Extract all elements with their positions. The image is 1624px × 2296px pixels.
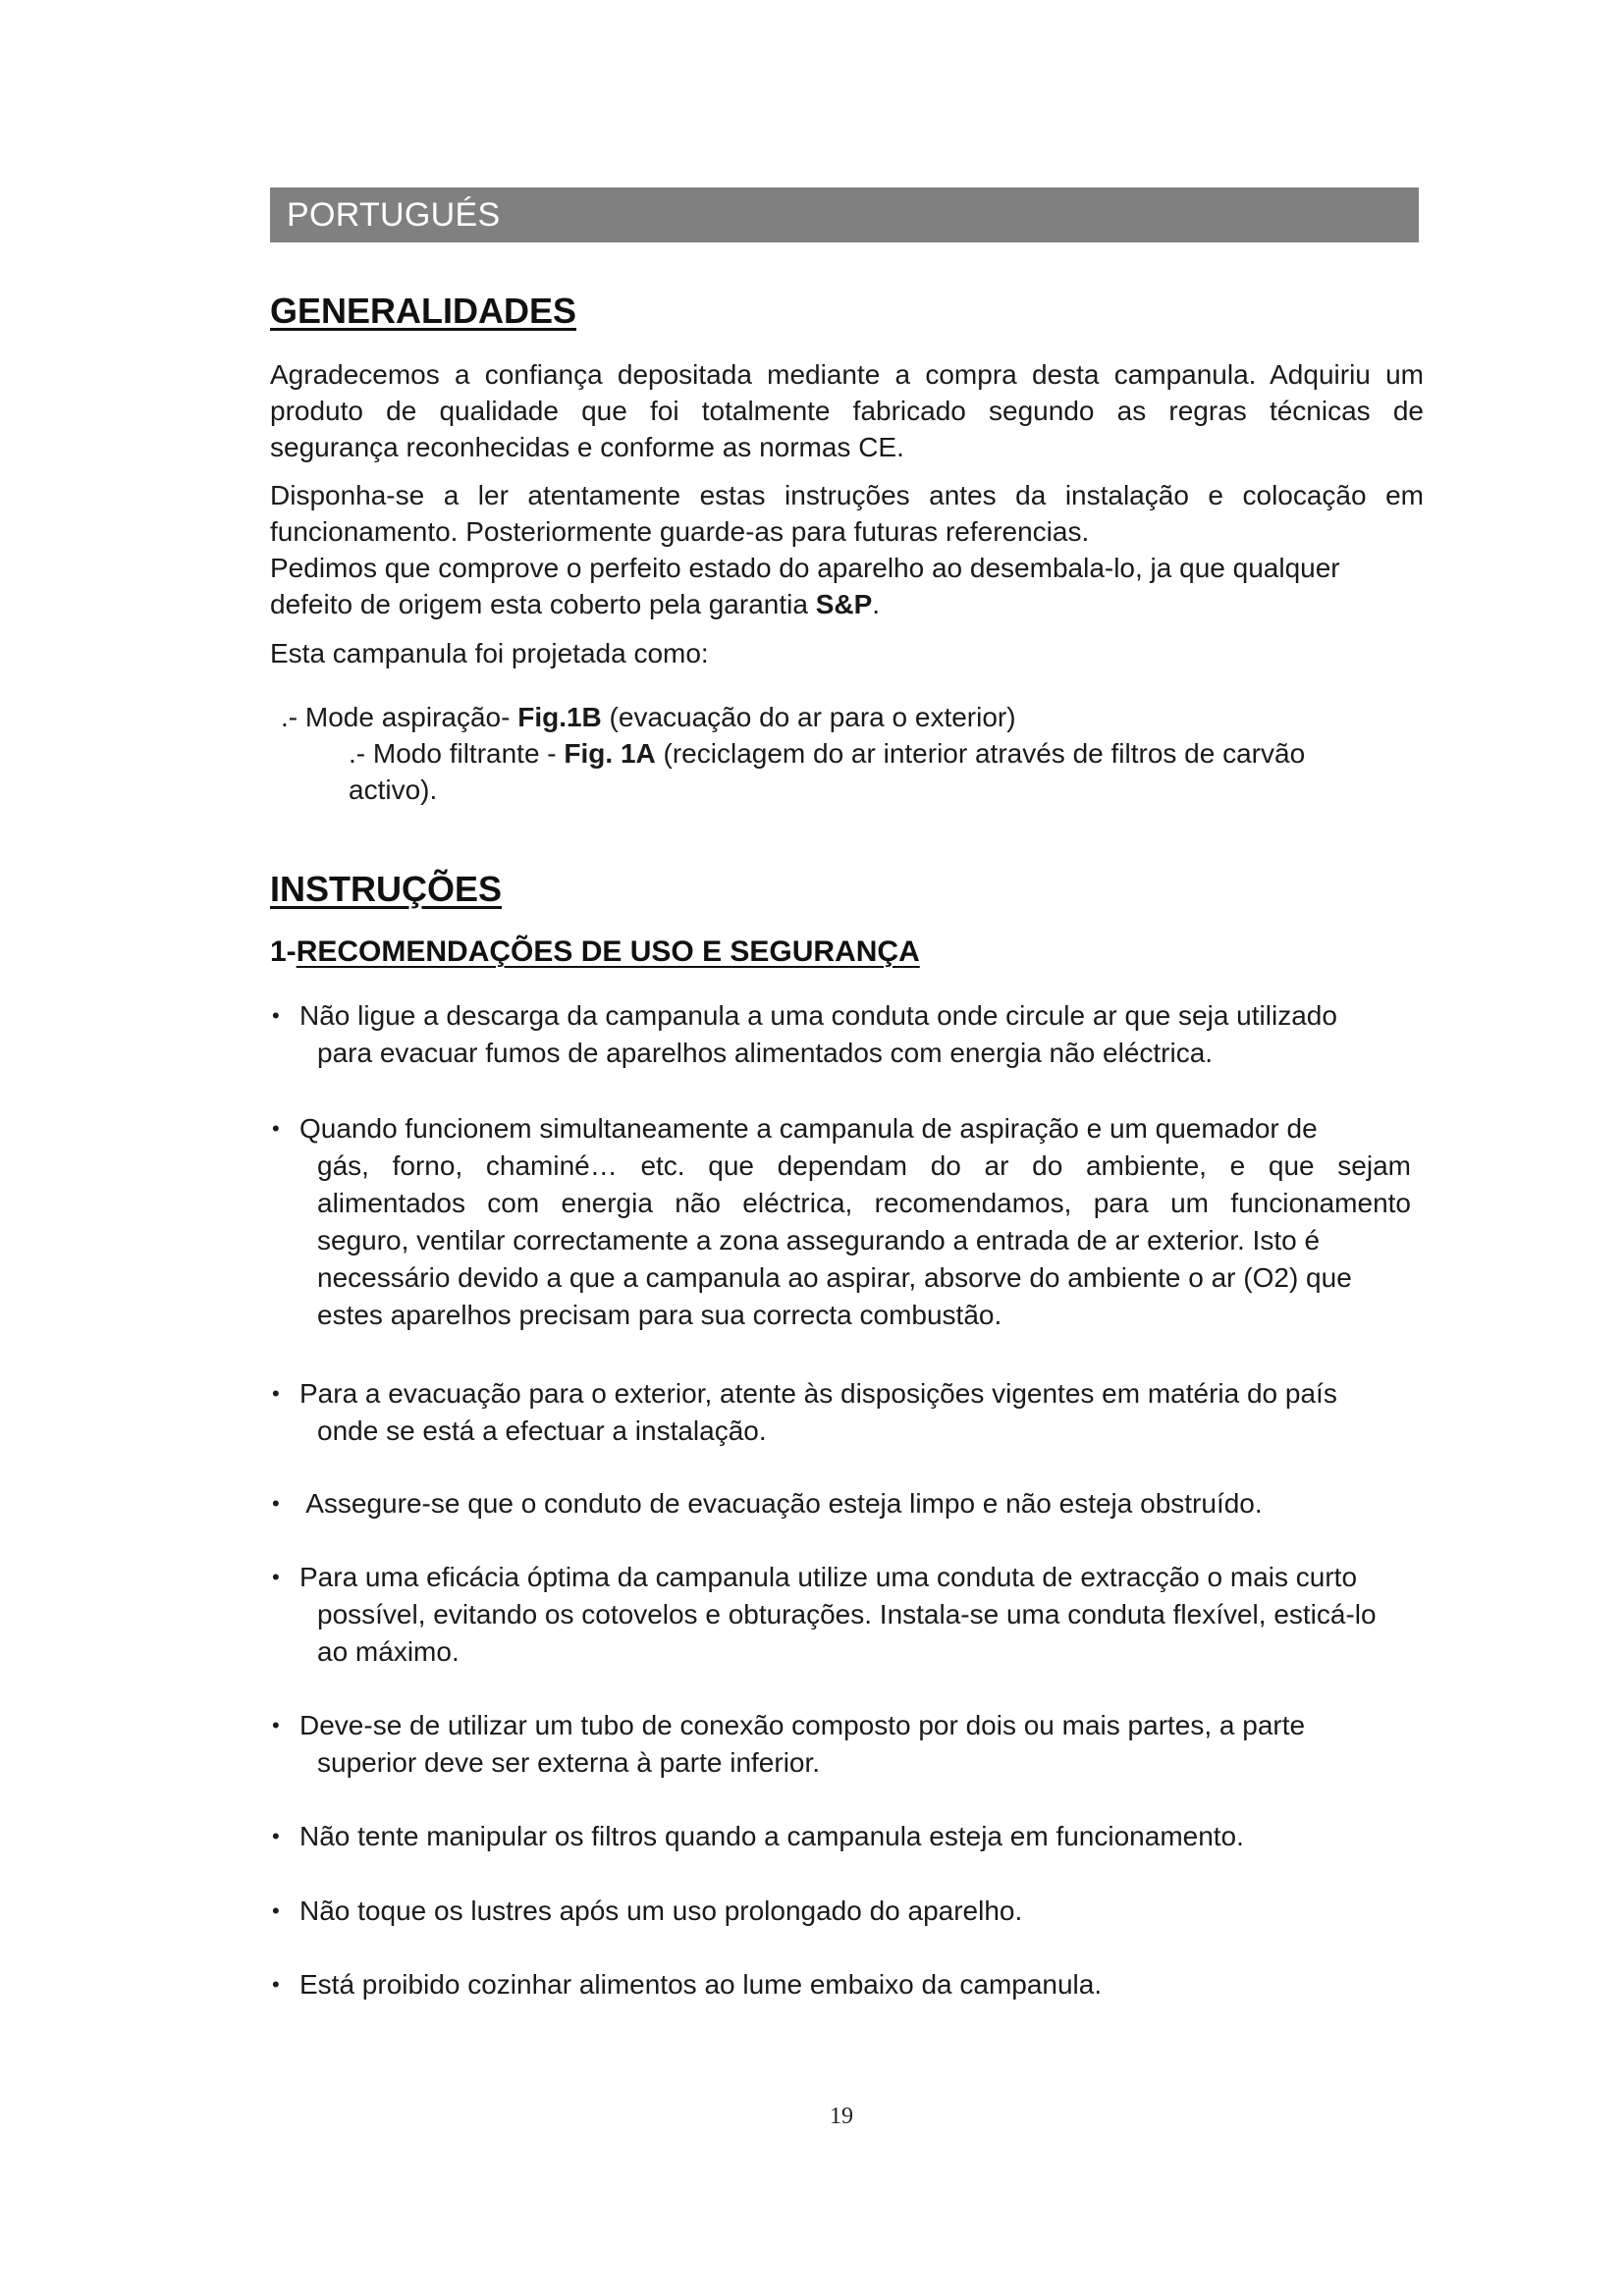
text-line: Deve-se de utilizar um tubo de conexão composto por dois ou mais partes, a parte [299, 1710, 1306, 1740]
text-line: Disponha-se a ler atentamente estas instruções antes da instalação e colocação em [270, 480, 1424, 510]
bullet-icon: • [272, 1713, 280, 1737]
figure-ref: Fig.1B [517, 702, 602, 732]
period: . [872, 589, 881, 619]
text-line: activo). [349, 774, 438, 805]
intro-paragraph [270, 356, 1424, 465]
mode-aspiration [281, 699, 1016, 735]
text-line: possível, evitando os cotovelos e obturações. Instala-se uma conduta flexível, esticá-lo [317, 1599, 1377, 1629]
mode-filter [349, 735, 1429, 808]
text-line: Está proibido cozinhar alimentos ao lume embaixo da campanula. [299, 1969, 1103, 2000]
generalidades-heading: GENERALIDADES [270, 291, 577, 331]
bullet-icon: • [272, 1972, 280, 1997]
subsection-title: RECOMENDAÇÕES DE USO E SEGURANÇA [296, 935, 920, 968]
safety-item [270, 1966, 1429, 2003]
safety-item [270, 1893, 1429, 1930]
safety-item [270, 1110, 1429, 1334]
text-line: Pedimos que comprove o perfeito estado do aparelho ao desembala-lo, ja que qualquer [270, 553, 1340, 583]
text-line: gás, forno, chaminé… etc. que dependam do ar do ambiente, e que sejam [317, 1150, 1411, 1181]
subsection-number: 1- [270, 935, 297, 968]
mode-description: (evacuação do ar para o exterior) [601, 702, 1016, 732]
text-line: Não toque os lustres após um uso prolongado do aparelho. [299, 1896, 1023, 1926]
safety-item [270, 1559, 1429, 1671]
safety-item [270, 1375, 1429, 1450]
mode-label: .- Mode aspiração- [281, 702, 518, 732]
text-line [349, 735, 1429, 772]
text-line [270, 586, 1424, 622]
text-line: Agradecemos a confiança depositada mediante a compra desta campanula. Adquiriu um [270, 359, 1424, 390]
text-line: Assegure-se que o conduto de evacuação esteja limpo e não esteja obstruído. [299, 1488, 1263, 1519]
text-line: onde se está a efectuar a instalação. [317, 1415, 767, 1446]
figure-ref: Fig. 1A [564, 738, 656, 769]
bullet-icon: • [272, 1381, 280, 1406]
safety-item [270, 1818, 1429, 1855]
text-line: Não ligue a descarga da campanula a uma conduta onde circule ar que seja utilizado [299, 1000, 1337, 1031]
text-line: Para a evacuação para o exterior, atente às disposições vigentes em matéria do país [299, 1378, 1337, 1409]
warranty-text: defeito de origem esta coberto pela garantia [270, 589, 816, 619]
mode-description: (reciclagem do ar interior através de filtros de carvão [655, 738, 1306, 769]
text-line: produto de qualidade que foi totalmente fabricado segundo as regras técnicas de [270, 396, 1424, 426]
mode-label: .- Modo filtrante - [349, 738, 565, 769]
safety-item [270, 997, 1429, 1072]
text-line: Quando funcionem simultaneamente a campanula de aspiração e um quemador de [299, 1113, 1318, 1144]
safety-item [270, 1485, 1429, 1522]
bullet-icon: • [272, 1003, 280, 1028]
bullet-icon: • [272, 1898, 280, 1923]
instrucoes-heading: INSTRUÇÕES [270, 869, 503, 909]
text-line: Para uma eficácia óptima da campanula utilize uma conduta de extracção o mais curto [299, 1562, 1358, 1592]
text-line: seguro, ventilar correctamente a zona assegurando a entrada de ar exterior. Isto é [317, 1225, 1321, 1255]
brand-name: S&P [815, 589, 873, 619]
safety-subheading [270, 935, 920, 969]
safety-item [270, 1707, 1429, 1782]
text-line: para evacuar fumos de aparelhos alimentados com energia não eléctrica. [317, 1038, 1214, 1068]
text-line: ao máximo. [317, 1636, 460, 1667]
text-line: funcionamento. Posteriormente guarde-as para futuras referencias. [270, 516, 1090, 547]
bullet-icon: • [272, 1116, 280, 1141]
page-number: 19 [830, 2104, 853, 2129]
design-intro [270, 635, 1424, 671]
language-banner: PORTUGUÉS [270, 187, 1419, 242]
bullet-icon: • [272, 1565, 280, 1589]
text-line: segurança reconhecidas e conforme as normas CE. [270, 432, 904, 462]
text-line: Não tente manipular os filtros quando a campanula esteja em funcionamento. [299, 1821, 1244, 1851]
bullet-icon: • [272, 1824, 280, 1848]
instructions-paragraph [270, 477, 1424, 622]
text-line: estes aparelhos precisam para sua correcta combustão. [317, 1300, 1002, 1330]
text-line: necessário devido a que a campanula ao aspirar, absorve do ambiente o ar (O2) que [317, 1262, 1352, 1293]
text-line: alimentados com energia não eléctrica, recomendamos, para um funcionamento [317, 1188, 1411, 1218]
text-line: superior deve ser externa à parte inferior. [317, 1747, 821, 1778]
bullet-icon: • [272, 1491, 280, 1516]
text-line: Esta campanula foi projetada como: [270, 638, 709, 668]
